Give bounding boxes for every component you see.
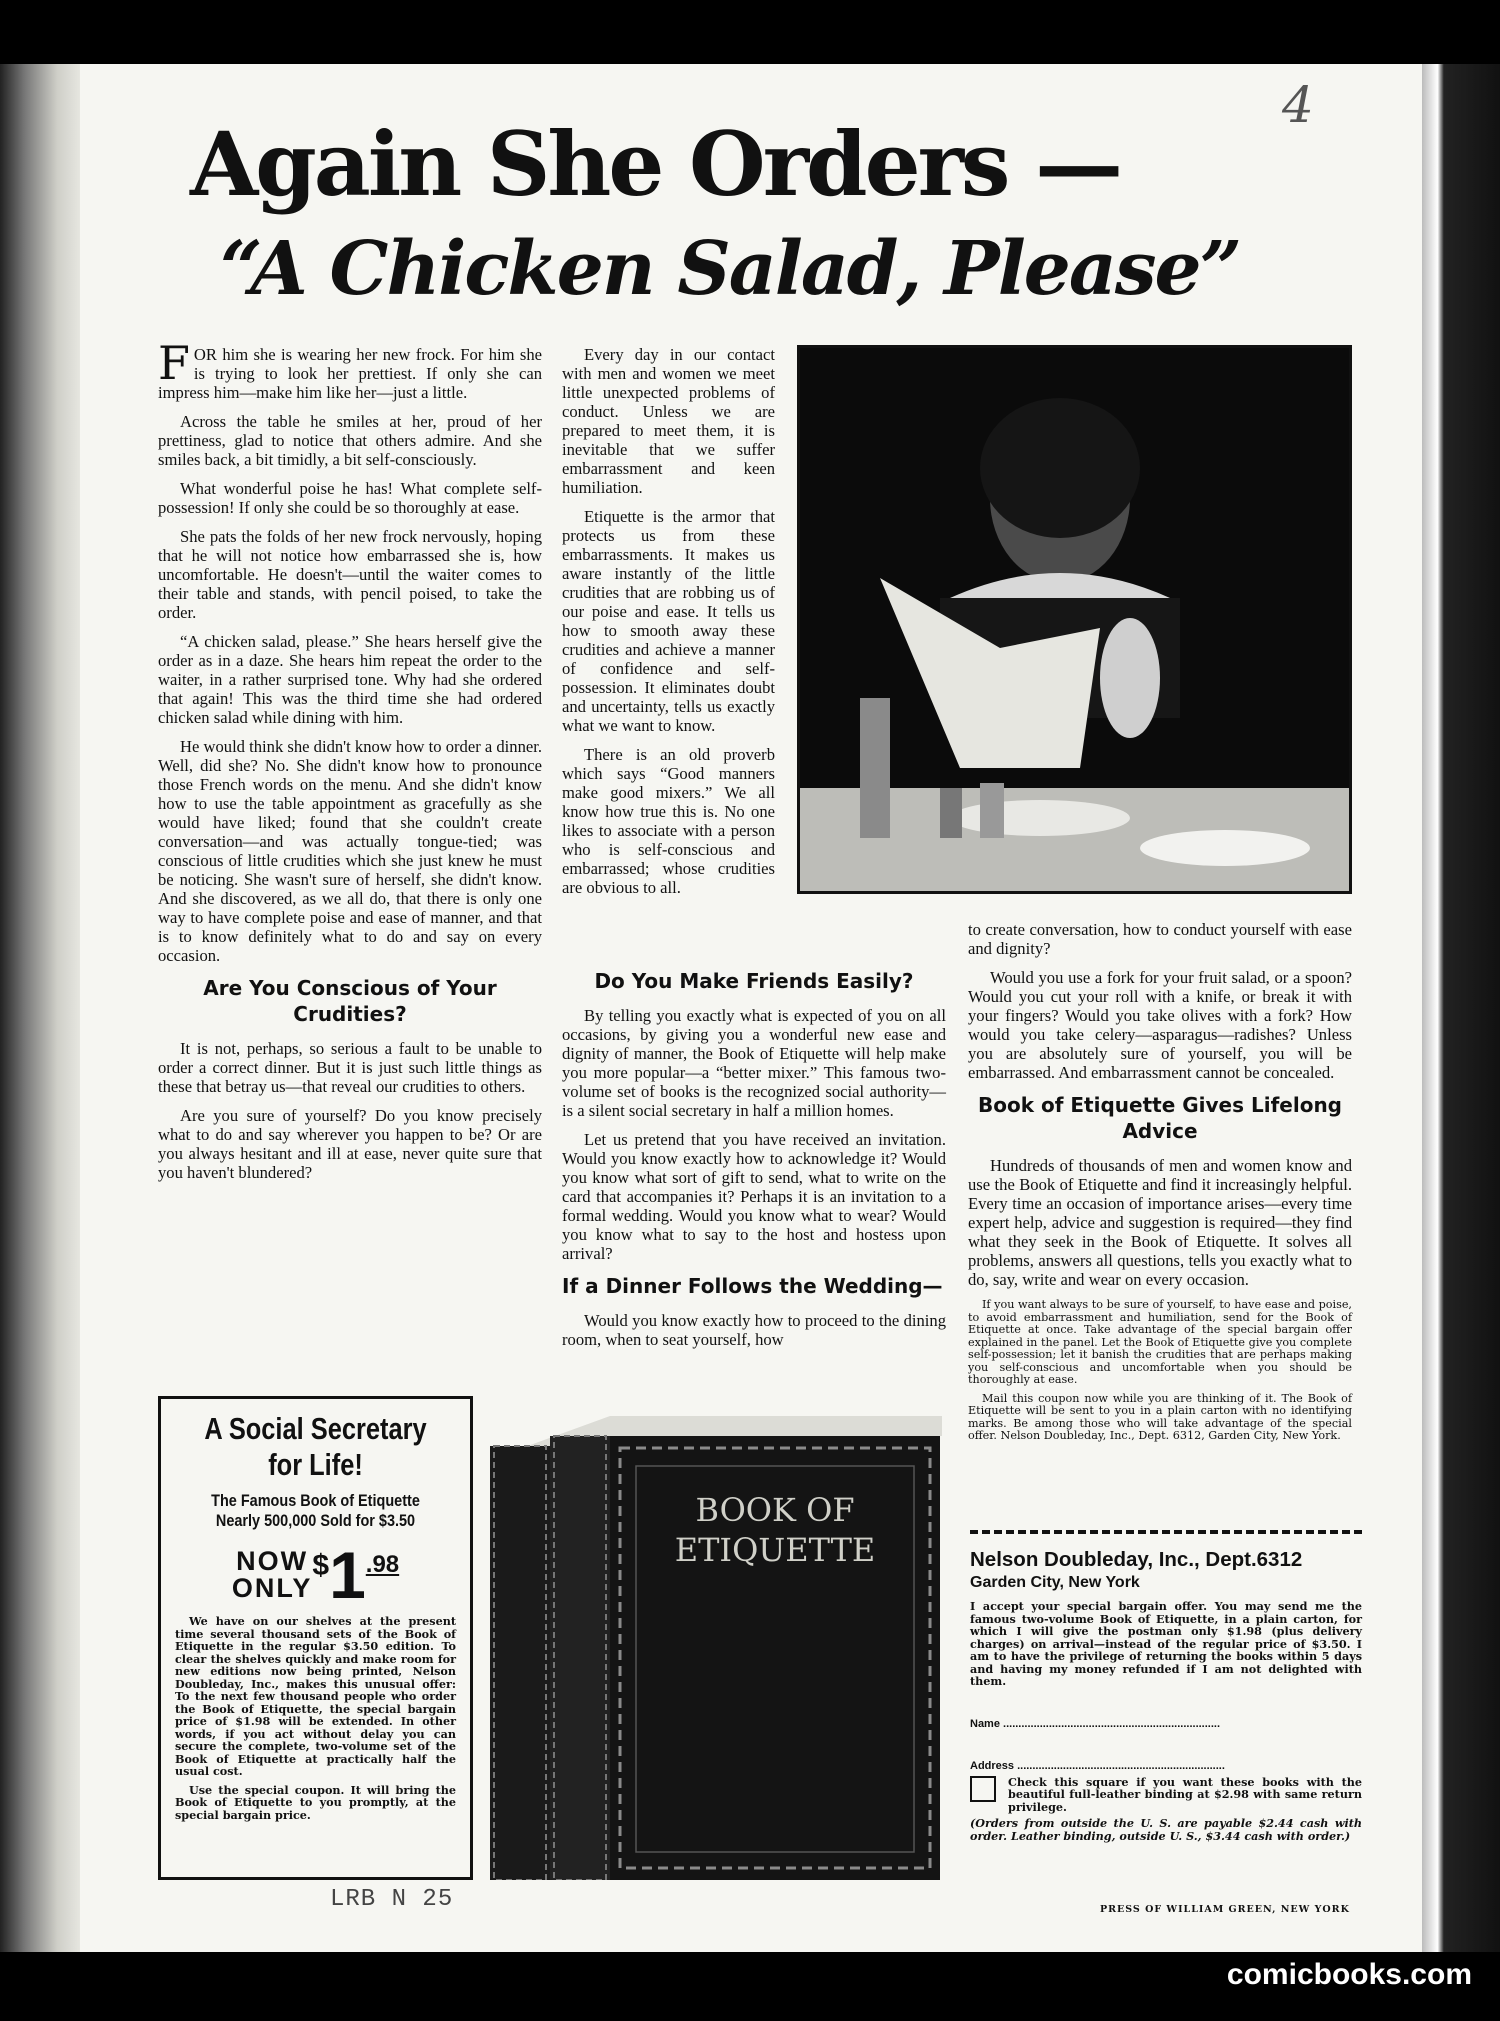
col1-p3: What wonderful poise he has! What complete self-possession! If only she could be so thoroughly at ease. <box>158 479 542 517</box>
coupon-body: I accept your special bargain offer. You may send me the famous two-volume Book of Etiquette, in a plain carton, for which I will give the postman only $1.98 (plus delivery charges) on arrival—instead of the regular price of $3.50. I am to have the privilege of returning the books within 5 days and having my money refunded if I am not delighted with them. <box>970 1599 1362 1688</box>
page-mark: 4 <box>1282 76 1314 134</box>
name-field[interactable]: Name ....................................................................... <box>970 1717 1221 1730</box>
col1-p1: OR him she is wearing her new frock. For him she is trying to look her prettiest. If only she can impress him—make him like her—just a little. <box>158 345 542 402</box>
address-label: Address <box>970 1759 1015 1772</box>
library-stamp: LRB N 25 <box>330 1886 454 1913</box>
subheadline: “A Chicken Salad, Please” <box>220 226 1241 312</box>
book-title-line2: ETIQUETTE <box>674 1531 876 1569</box>
col3-fine1: If you want always to be sure of yourself, to have ease and poise, to avoid embarrassment and humiliation, send for the Book of Etiquette at once. Take advantage of the special bargain offer explained in the panel. Let the Book of Etiquette give you complete self-possession; let it banish the crudities that are perhaps making you self-conscious and uncomfortable when you should be thoroughly at ease. <box>968 1298 1352 1386</box>
site-watermark: comicbooks.com <box>1226 1958 1472 1991</box>
social-secretary-ad <box>158 1396 473 1880</box>
col2-heading1: Do You Make Friends Easily? <box>594 969 914 993</box>
ad-subtitle: The Famous Book of Etiquette Nearly 500,000 Sold for $3.50 <box>211 1491 420 1530</box>
col1-p2: Across the table he smiles at her, proud of her prettiness, glad to notice that others admire. And she smiles back, a bit timidly, a bit self-consciously. <box>158 412 542 469</box>
ad-footer: Use the special coupon. It will bring the Book of Etiquette to you promptly, at the special bargain price. <box>175 1782 456 1822</box>
col3-p2: Would you use a fork for your fruit salad, or a spoon? Would you cut your roll with a knife, or break it with your fingers? Would you take olives with a fork? How would you take celery—asparagus—radishes? Unless you are absolutely sure of yourself, you will be embarrassed. And embarrassment cannot be concealed. <box>968 968 1352 1082</box>
foreign-orders-note: (Orders from outside the U. S. are payable $2.44 cash with order. Leather binding, outside U. S., $3.44 cash with order.) <box>970 1816 1362 1843</box>
col1-p8: Are you sure of yourself? Do you know precisely what to do and say wherever you happen to be? Or are you always hesitant and ill at ease, never quite sure that you haven't blundered? <box>158 1106 542 1182</box>
coupon-city: Garden City, New York <box>970 1574 1140 1591</box>
name-label: Name <box>970 1717 1000 1730</box>
leather-binding-checkbox[interactable] <box>970 1776 996 1802</box>
col2-p5: Let us pretend that you have received an invitation. Would you know exactly how to acknowledge it? Would you know what sort of gift to send, what to write on the card that accompanies it? Perhaps it is an invitation to a formal wedding. Would you know what to wear? Would you know what to say to the host and hostess upon arrival? <box>562 1130 946 1263</box>
order-coupon <box>970 1530 1362 1842</box>
column-2-upper <box>562 345 775 907</box>
col1-p5: “A chicken salad, please.” She hears herself give the order as in a daze. She hears him repeat the order to the waiter, in a rather surprised tone. Why had she ordered that again! This was the third time she had ordered chicken salad while dining with him. <box>158 632 542 727</box>
col2-p3: There is an old proverb which says “Good manners make good mixers.” We all know how true this is. No one likes to associate with a person who is self-conscious and embarrassed; whose crudities are obvious to all. <box>562 745 775 897</box>
col2-p2: Etiquette is the armor that protects us from these embarrassments. It makes us aware instantly of the little crudities that are robbing us of our poise and ease. It tells us how to smooth away these crudities and achieve a manner of confidence and self-possession. It eliminates doubt and uncertainty, tells us exactly what we want to know. <box>562 507 775 735</box>
ad-price <box>175 1538 456 1612</box>
col3-p1: to create conversation, how to conduct yourself with ease and dignity? <box>968 920 1352 958</box>
col2-p1: Every day in our contact with men and women we meet little unexpected problems of conduct. Unless we are prepared to meet them, it is inevitable that we suffer embarrassment and keen humiliation. <box>562 345 775 497</box>
col1-heading: Are You Conscious of Your Crudities? <box>203 976 497 1026</box>
ad-price-whole: 1 <box>329 1538 366 1612</box>
col3-heading: Book of Etiquette Gives Lifelong Advice <box>978 1093 1342 1143</box>
col1-p4: She pats the folds of her new frock nervously, hoping that he will not notice how embarrassed she is, how uncomfortable. He doesn't—until the waiter comes to their table and stands, with pencil poised, to take the order. <box>158 527 542 622</box>
dining-woman-photo <box>797 345 1352 894</box>
coupon-cut-line <box>970 1530 1362 1534</box>
col1-p7: It is not, perhaps, so serious a fault to be unable to order a correct dinner. But it is just such little things as these that betray us—that reveal our crudities to others. <box>158 1039 542 1096</box>
column-2-lower <box>562 958 946 1359</box>
press-credit: PRESS OF WILLIAM GREEN, NEW YORK <box>1100 1904 1350 1915</box>
ad-body: We have on our shelves at the present time several thousand sets of the Book of Etiquette in the regular $3.50 edition. To clear the shelves quickly and make room for new editions now being printed, Nelson Doubleday, Inc., makes this unusual offer: To the next few thousand people who order the Book of Etiquette, the special bargain price of $1.98 will be extended. In other words, if you act without delay you can secure the complete, two-volume set of the Book of Etiquette at practically half the usual cost. <box>175 1614 456 1778</box>
column-3 <box>968 920 1352 1449</box>
col3-fine2: Mail this coupon now while you are thinking of it. The Book of Etiquette will be sent to you in a plain carton with no identifying marks. Be among those who will take advantage of the special offer. Nelson Doubleday, Inc., Dept. 6312, Garden City, New York. <box>968 1391 1352 1442</box>
headline: Again She Orders — <box>190 112 1121 216</box>
coupon-company: Nelson Doubleday, Inc., Dept.6312 <box>970 1548 1303 1571</box>
column-1 <box>158 336 543 1192</box>
ad-dollar: $ <box>312 1549 330 1582</box>
col2-p6: Would you know exactly how to proceed to the dining room, when to seat yourself, how <box>562 1311 946 1349</box>
book-title-line1: BOOK OF <box>695 1491 855 1529</box>
ad-title: A Social Secretary for Life! <box>204 1411 427 1482</box>
photo-illustration <box>800 348 1349 891</box>
checkbox-text: Check this square if you want these books with the beautiful full-leather binding at $2.98 with same return privilege. <box>1008 1774 1362 1814</box>
ad-price-cents: .98 <box>365 1551 400 1578</box>
address-field[interactable]: Address .................................................................... <box>970 1759 1225 1772</box>
book-of-etiquette-illustration <box>490 1396 942 1880</box>
dropcap: F <box>158 336 190 390</box>
col2-heading2: If a Dinner Follows the Wedding— <box>562 1274 943 1298</box>
ad-only: ONLY <box>231 1573 313 1603</box>
book-spine <box>0 64 82 1952</box>
col3-p3: Hundreds of thousands of men and women know and use the Book of Etiquette and find it increasingly helpful. Every time an occasion of importance arises—every time expert help, advice and suggestion is required—they find what they seek in the Book of Etiquette. It solves all problems, answers all questions, tells you exactly what to do, say, write and wear on every occasion. <box>968 1156 1352 1289</box>
col2-p4: By telling you exactly what is expected of you on all occasions, by giving you a wonderful new ease and dignity of manner, the Book of Etiquette will help make you more popular—a “better mixer.” This famous two-volume set of books is the recognized social authority—is a silent social secretary in half a million homes. <box>562 1006 946 1120</box>
ad-now: NOW <box>236 1546 309 1576</box>
col1-p6: He would think she didn't know how to order a dinner. Well, did she? No. She didn't know how to pronounce those French words on the menu. And she didn't know how to use the table appointment as gracefully as she would have liked; found that she couldn't create conversation—and was actually tongue-tied; was conscious of little crudities which she just knew he must be noticing. She wasn't sure of herself, she didn't know. And she discovered, as we all do, that there is only one way to have complete poise and ease of manner, and that is to know definitely what to do and say on every occasion. <box>158 737 543 965</box>
page-edge <box>1422 64 1500 1952</box>
